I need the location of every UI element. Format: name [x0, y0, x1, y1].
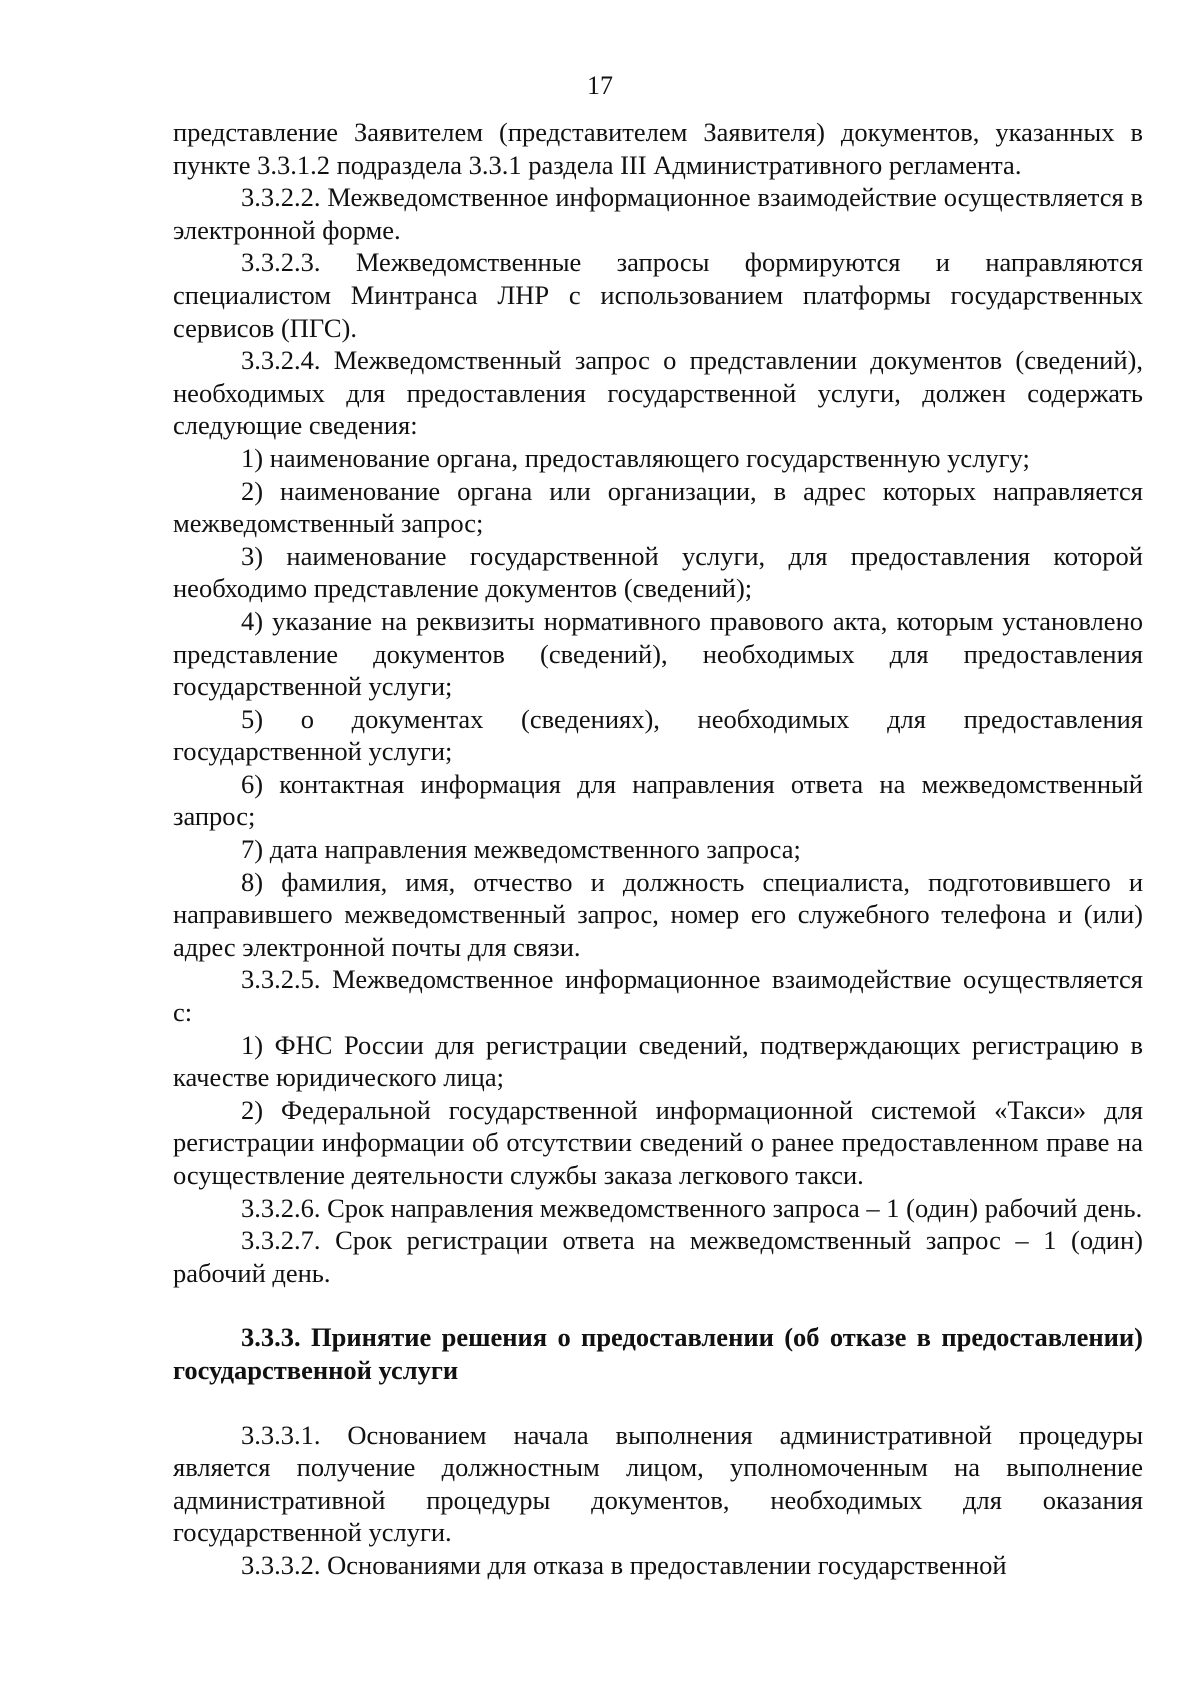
list-item: 2) наименование органа или организации, в адрес которых направляется межведомственный запрос;	[173, 475, 1143, 539]
paragraph: 3.3.2.2. Межведомственное информационное взаимодействие осуществляется в электронной форме.	[173, 182, 1143, 245]
paragraph: 3.3.2.4. Межведомственный запрос о представлении документов (сведений), необходимых для предоставления государственной услуги, должен содержать следующие сведения:	[173, 345, 1143, 441]
section-heading: 3.3.3. Принятие решения о предоставлении (об отказе в предоставлении) государственной услуги	[173, 1322, 1143, 1385]
paragraph: 3.3.2.7. Срок регистрации ответа на межведомственный запрос – 1 (один) рабочий день.	[173, 1225, 1143, 1288]
list-item: 3) наименование государственной услуги, для предоставления которой необходимо представление документов (сведений);	[173, 540, 1143, 604]
list-item: 7) дата направления межведомственного запроса;	[241, 834, 801, 865]
paragraph: представление Заявителем (представителем Заявителя) документов, указанных в пункте 3.3.1.2 подраздела 3.3.1 раздела III Административного регламента.	[173, 117, 1143, 180]
list-item: 2) Федеральной государственной информационной системой «Такси» для регистрации информации об отсутствии сведений о ранее предоставленном праве на осуществление деятельности службы заказа легкового такси.	[173, 1094, 1143, 1190]
paragraph: 3.3.2.5. Межведомственное информационное взаимодействие осуществляется с:	[173, 964, 1143, 1028]
paragraph: 3.3.3.2. Основаниями для отказа в предоставлении государственной	[241, 1549, 1007, 1580]
list-item: 5) о документах (сведениях), необходимых для предоставления государственной услуги;	[173, 703, 1143, 767]
list-item: 1) ФНС России для регистрации сведений, подтверждающих регистрацию в качестве юридического лица;	[173, 1029, 1143, 1093]
list-item: 1) наименование органа, предоставляющего государственную услугу;	[241, 442, 1030, 473]
page-number: 17	[587, 71, 613, 100]
spacer	[173, 1289, 1143, 1321]
list-item: 8) фамилия, имя, отчество и должность специалиста, подготовившего и направившего межведомственный запрос, номер его служебного телефона и (или) адрес электронной почты для связи.	[173, 866, 1143, 962]
spacer	[173, 1387, 1143, 1419]
list-item: 6) контактная информация для направления ответа на межведомственный запрос;	[173, 768, 1143, 832]
paragraph: 3.3.2.6. Срок направления межведомственного запроса – 1 (один) рабочий день.	[241, 1192, 1143, 1223]
document-body	[173, 116, 1143, 1582]
paragraph: 3.3.2.3. Межведомственные запросы формируются и направляются специалистом Минтранса ЛНР с использованием платформы государственных сервисов (ПГС).	[173, 247, 1143, 343]
list-item: 4) указание на реквизиты нормативного правового акта, которым установлено представление документов (сведений), необходимых для предоставления государственной услуги;	[173, 605, 1143, 702]
paragraph: 3.3.3.1. Основанием начала выполнения административной процедуры является получение должностным лицом, уполномоченным на выполнение административной процедуры документов, необходимых для оказания государственной услуги.	[173, 1419, 1143, 1548]
